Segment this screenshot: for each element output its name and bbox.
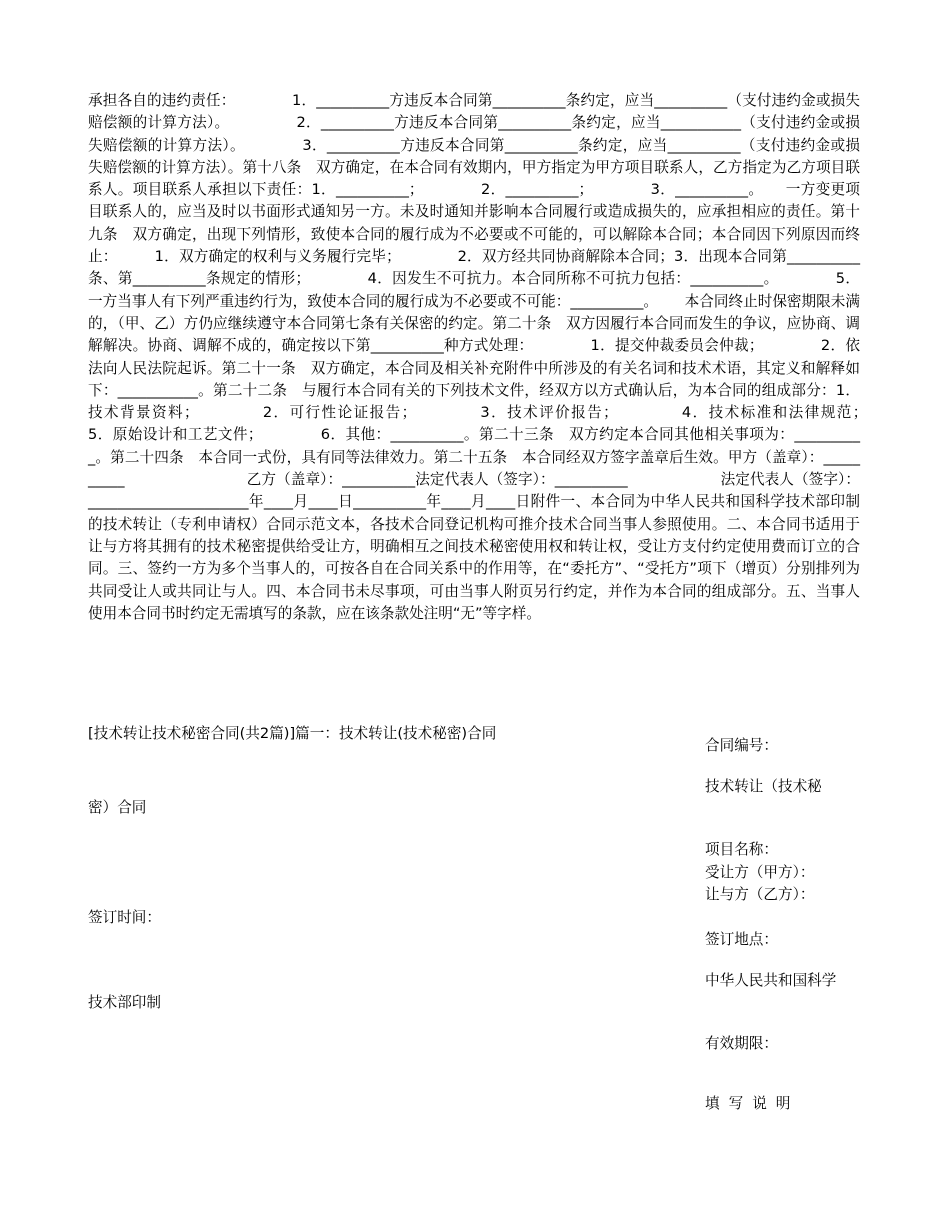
sign-time-label: 签订时间： (88, 909, 161, 926)
instructions-heading: 填写说明 (705, 1095, 800, 1112)
contract-title-part1: 技术转让（技术秘 (705, 778, 822, 795)
validity-label: 有效期限： (705, 1035, 778, 1052)
contract-body-text: 承担各自的违约责任： 1．__________方违反本合同第__________条约定，应当__________（支付违约金或损失赔偿额的计算方法）。 2．__________方违反本合同第__________条约定，应当___________（支付违约金或损失赔偿额的计算方法）。 3．__________方违反本合同第__________条约定，应当__________（支付违约金或损失赔偿额的计算方法）。第十八条 双方确定，在本合同有效期内，甲方指定为甲方项目联系人，乙方指定为乙方项目联系人。项目联系人承担以下责任：1．__________； 2．__________； 3．__________。 一方变更项目联系人的，应当及时以书面形式通知另一方。未及时通知并影响本合同履行或造成损失的，应承担相应的责任。第十九条 双方确定，出现下列情形，致使本合同的履行成为不必要或不可能的，可以解除本合同；本合同因下列原因而终止： 1．双方确定的权利与义务履行完毕； 2．双方经共同协商解除本合同；3．出现本合同第__________条、第__________条规定的情形； 4．因发生不可抗力。本合同所称不可抗力包括：__________。 5．一方当事人有下列严重违约行为，致使本合同的履行成为不必要或不可能：__________。 本合同终止时保密期限未满的，（甲、乙）方仍应继续遵守本合同第七条有关保密的约定。第二十条 双方因履行本合同而发生的争议，应协商、调解解决。协商、调解不成的，确定按以下第__________种方式处理： 1．提交仲裁委员会仲裁； 2．依法向人民法院起诉。第二十一条 双方确定，本合同及相关补充附件中所涉及的有关名词和技术术语，其定义和解释如下：___________。第二十二条 与履行本合同有关的下列技术文件，经双方以方式确认后，为本合同的组成部分：1．技术背景资料； 2．可行性论证报告； 3．技术评价报告； 4．技术标准和法律规范； 5．原始设计和工艺文件； 6．其他：__________。第二十三条 双方约定本合同其他相关事项为：__________。第二十四条 本合同一式份，具有同等法律效力。第二十五条 本合同经双方签字盖章后生效。甲方（盖章）：__________ 乙方（盖章）：__________法定代表人（签字）：__________ 法定代表人（签字）：______________________年____月____日__________年____月____日附件一、本合同为中华人民共和国科学技术部印制的技术转让（专利申请权）合同示范文本，各技术合同登记机构可推介技术合同当事人参照使用。二、本合同书适用于让与方将其拥有的技术秘密提供给受让方，明确相互之间技术秘密使用权和转让权，受让方支付约定使用费而订立的合同。三、签约一方为多个当事人的，可按各自在合同关系中的作用等，在“委托方”、“受托方”项下（增页）分别排列为共同受让人或共同让与人。四、本合同书未尽事项，可由当事人附页另行约定，并作为本合同的组成部分。五、当事人使用本合同书时约定无需填写的条款，应在该条款处注明“无”等字样。 (88, 92, 924, 622)
printer-part2: 技术部印制 (88, 994, 161, 1011)
section-heading: [技术转让技术秘密合同(共2篇)]篇一：技术转让(技术秘密)合同 (88, 725, 497, 742)
contract-title-part2: 密）合同 (88, 799, 147, 816)
assignor-label: 让与方（乙方）： (705, 886, 815, 903)
contract-number-label: 合同编号： (705, 737, 778, 754)
project-name-label: 项目名称： (705, 841, 778, 858)
printer-part1: 中华人民共和国科学 (705, 972, 837, 989)
assignee-label: 受让方（甲方）： (705, 864, 815, 881)
sign-place-label: 签订地点： (705, 931, 778, 948)
